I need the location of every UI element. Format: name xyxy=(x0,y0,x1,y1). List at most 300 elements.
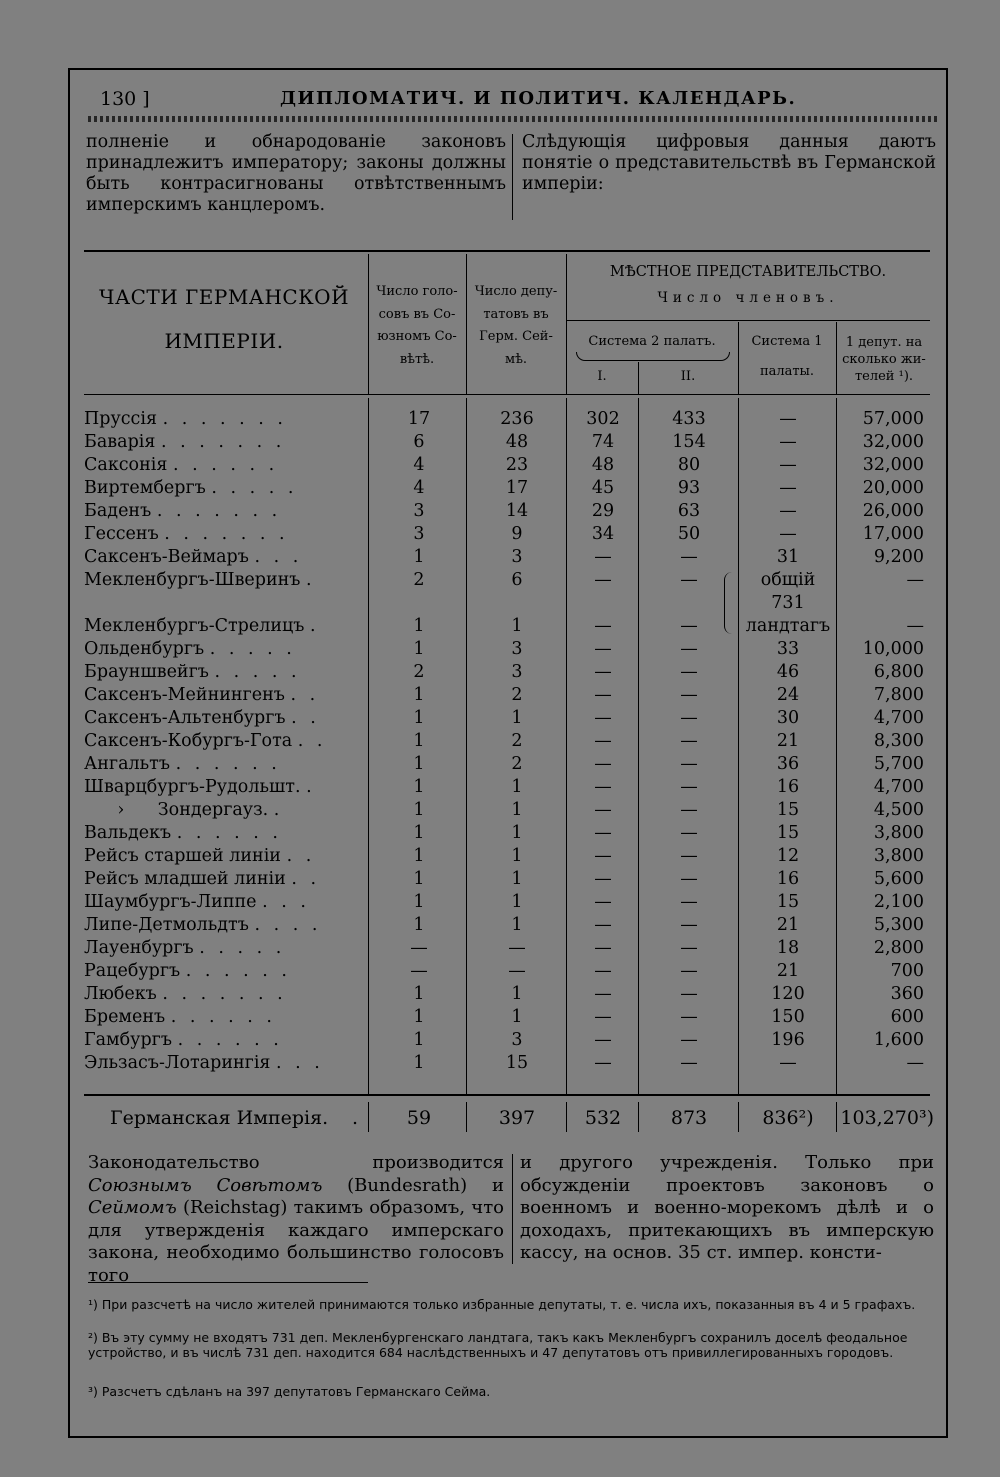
row-leader-dots: . . . xyxy=(262,892,310,912)
cell-ch1: — xyxy=(594,823,612,843)
total-one: 836²) xyxy=(762,1107,814,1129)
table-row xyxy=(0,776,1000,799)
row-name-text: Рацебургъ xyxy=(84,961,181,981)
cell-one: 21 xyxy=(776,961,800,981)
cell-one: — xyxy=(779,455,797,475)
vline xyxy=(836,1102,837,1132)
table-row xyxy=(0,891,1000,914)
row-leader-dots: . xyxy=(273,800,284,820)
cell-one: 15 xyxy=(776,800,800,820)
total-per: 103,270³) xyxy=(840,1107,934,1129)
row-name xyxy=(84,707,364,730)
body-left xyxy=(88,1152,504,1287)
table-row xyxy=(0,753,1000,776)
row-leader-dots: . . . xyxy=(254,547,303,567)
cell-per: — xyxy=(906,616,924,636)
cell-ch1: — xyxy=(594,685,612,705)
cell-votes: 1 xyxy=(413,869,425,889)
cell-ch1: — xyxy=(594,662,612,682)
cell-votes: 2 xyxy=(413,662,425,682)
cell-one: 36 xyxy=(776,754,800,774)
table-row xyxy=(0,408,1000,431)
cell-deputies: 1 xyxy=(511,1007,523,1027)
cell-per: 6,800 xyxy=(873,662,924,682)
header-votes-4: вѣтѣ. xyxy=(399,352,435,367)
body-right: и другого учрежденія. Только при обсужденіи проектовъ законовъ о военномъ и военно-морекомъ дѣлѣ и о доходахъ, притекающихъ въ имперскую кассу, на основ. 35 ст. импер. консти- xyxy=(520,1152,934,1263)
cell-votes: 1 xyxy=(413,639,425,659)
row-name-text: Липе-Детмольдтъ xyxy=(84,915,249,935)
row-name-text: Бременъ xyxy=(84,1007,166,1027)
row-leader-dots: . . . . . . . xyxy=(162,984,287,1004)
row-name xyxy=(84,477,364,500)
row-name-text: Эльзасъ-Лотарингія xyxy=(84,1053,271,1073)
cell-deputies: 3 xyxy=(511,639,523,659)
vline xyxy=(466,1102,467,1132)
cell-ch1: — xyxy=(594,869,612,889)
cell-ch1: — xyxy=(594,754,612,774)
body-left-emphasis: Сеймомъ xyxy=(88,1197,177,1218)
row-name-text: Саксенъ-Веймаръ xyxy=(84,547,249,567)
cell-votes: 1 xyxy=(413,547,425,567)
row-name-text: › Зондергауз. xyxy=(84,800,269,820)
cell-one: 150 xyxy=(771,1007,805,1027)
cell-deputies: 1 xyxy=(511,846,523,866)
body-left-text: (Bundesrath) и xyxy=(322,1174,504,1196)
table-row xyxy=(0,707,1000,730)
table-row xyxy=(0,615,1000,638)
cell-votes: 4 xyxy=(413,455,425,475)
column-divider xyxy=(512,134,513,220)
cell-deputies: 1 xyxy=(511,869,523,889)
cell-per: 1,600 xyxy=(873,1030,924,1050)
cell-ch2: — xyxy=(680,639,698,659)
table-row xyxy=(0,868,1000,891)
table-row xyxy=(0,845,1000,868)
row-name xyxy=(84,983,364,1006)
cell-ch2: 154 xyxy=(672,432,706,452)
cell-per: 2,100 xyxy=(873,892,924,912)
intro-left: полненіе и обнародованіе законовъ принадлежитъ императору; законы должны быть контрасигнованы отвѣтственнымъ имперскимъ канцлеромъ. xyxy=(86,132,506,215)
cell-ch2: — xyxy=(680,915,698,935)
cell-ch1: — xyxy=(594,1007,612,1027)
row-name-text: Ангальтъ xyxy=(84,754,170,774)
total-ch2: 873 xyxy=(670,1107,708,1129)
cell-deputies: 1 xyxy=(511,708,523,728)
cell-ch1: — xyxy=(594,938,612,958)
cell-ch1: 302 xyxy=(586,409,620,429)
header-deputies-1: Число депу- xyxy=(474,284,558,299)
row-name xyxy=(84,753,364,776)
page-title: ДИПЛОМАТИЧ. И ПОЛИТИЧ. КАЛЕНДАРЬ. xyxy=(280,88,797,109)
brace xyxy=(576,352,730,361)
cell-votes: 2 xyxy=(413,570,425,590)
cell-deputies: 3 xyxy=(511,547,523,567)
cell-one: 16 xyxy=(776,777,800,797)
row-leader-dots: . . . . . . xyxy=(175,754,281,774)
cell-one: — xyxy=(779,501,797,521)
row-name-text: Саксенъ-Альтенбургъ xyxy=(84,708,286,728)
total-dots: . xyxy=(352,1107,359,1129)
cell-per: 20,000 xyxy=(862,478,924,498)
row-name-text: Лауенбургъ xyxy=(84,938,194,958)
row-name xyxy=(84,569,364,592)
cell-ch2: — xyxy=(680,1030,698,1050)
total-votes: 59 xyxy=(406,1107,432,1129)
cell-votes: — xyxy=(410,938,428,958)
table-row xyxy=(0,937,1000,960)
cell-one: 21 xyxy=(776,915,800,935)
cell-one: 18 xyxy=(776,938,800,958)
header-per-dep-1: 1 депут. на xyxy=(845,335,923,350)
cell-deputies: 6 xyxy=(511,570,523,590)
cell-per: 26,000 xyxy=(862,501,924,521)
header-members: Число членовъ. xyxy=(657,290,839,306)
total-ch1: 532 xyxy=(584,1107,622,1129)
cell-ch1: — xyxy=(594,708,612,728)
page-number: 130 ] xyxy=(100,88,150,110)
cell-votes: 1 xyxy=(413,984,425,1004)
footnote-rule xyxy=(88,1282,368,1283)
row-name xyxy=(84,1006,364,1029)
row-leader-dots: . . . . . . . xyxy=(164,524,289,544)
cell-deputies: 15 xyxy=(505,1053,529,1073)
table-row xyxy=(0,684,1000,707)
row-leader-dots: . . xyxy=(297,731,327,751)
header-parts-1: ЧАСТИ ГЕРМАНСКОЙ xyxy=(98,285,350,309)
cell-per: 700 xyxy=(890,961,924,981)
cell-deputies: 2 xyxy=(511,731,523,751)
row-name xyxy=(84,408,364,431)
row-leader-dots: . . . xyxy=(276,1053,324,1073)
cell-votes: 3 xyxy=(413,524,425,544)
row-leader-dots: . . . . . . . xyxy=(162,409,287,429)
cell-ch1: — xyxy=(594,984,612,1004)
table-row xyxy=(0,983,1000,1006)
cell-deputies: 48 xyxy=(505,432,529,452)
cell-one: ландтагъ xyxy=(745,616,831,636)
row-leader-dots: . . xyxy=(290,685,320,705)
row-leader-dots: . . xyxy=(286,846,316,866)
cell-ch2: — xyxy=(680,731,698,751)
cell-votes: 6 xyxy=(413,432,425,452)
row-name-text: Ольденбургъ xyxy=(84,639,205,659)
row-name xyxy=(84,1052,364,1075)
cell-ch2: — xyxy=(680,616,698,636)
cell-per: 5,300 xyxy=(873,915,924,935)
header-per-dep-3: телей ¹). xyxy=(854,369,914,384)
cell-per: 5,600 xyxy=(873,869,924,889)
row-name xyxy=(84,868,364,891)
cell-one: 120 xyxy=(771,984,805,1004)
cell-one: 31 xyxy=(776,547,800,567)
cell-one: — xyxy=(779,409,797,429)
row-name-text: Любекъ xyxy=(84,984,157,1004)
body-left-emphasis: Союзнымъ Совѣтомъ xyxy=(88,1174,323,1196)
row-name-text: Мекленбургъ-Шверинъ xyxy=(84,570,301,590)
cell-votes: 17 xyxy=(407,409,431,429)
table-row xyxy=(0,1052,1000,1075)
table-header-rule xyxy=(84,394,930,395)
cell-votes: 1 xyxy=(413,800,425,820)
cell-ch2: — xyxy=(680,800,698,820)
header-votes-1: Число голо- xyxy=(376,284,458,299)
row-name xyxy=(84,431,364,454)
table-row xyxy=(0,477,1000,500)
cell-per: 17,000 xyxy=(862,524,924,544)
cell-ch1: — xyxy=(594,1030,612,1050)
vline xyxy=(368,1102,369,1132)
cell-ch2: — xyxy=(680,961,698,981)
table-row xyxy=(0,638,1000,661)
row-name-text: Гессенъ xyxy=(84,524,159,544)
header-chamber-1: I. xyxy=(597,369,607,384)
cell-deputies: 1 xyxy=(511,892,523,912)
row-leader-dots: . . . . . . xyxy=(172,455,279,475)
cell-one: — xyxy=(779,478,797,498)
footnote-1: ¹) При разсчетѣ на число жителей принимаются только избранные депутаты, т. е. числа ихъ, показанныя въ 4 и 5 графахъ. xyxy=(88,1297,916,1312)
cell-votes: 1 xyxy=(413,731,425,751)
header-two-chambers: Система 2 палатъ. xyxy=(588,334,716,349)
cell-ch2: — xyxy=(680,892,698,912)
cell-one: 12 xyxy=(776,846,800,866)
cell-deputies: — xyxy=(508,961,526,981)
cell-one: 16 xyxy=(776,869,800,889)
cell-ch1: — xyxy=(594,547,612,567)
cell-per: 7,800 xyxy=(873,685,924,705)
row-leader-dots: . . . . . xyxy=(209,639,296,659)
mecklenburg-brace xyxy=(724,572,735,634)
row-leader-dots: . . xyxy=(291,708,320,728)
table-row xyxy=(0,569,1000,592)
cell-deputies: 2 xyxy=(511,685,523,705)
cell-deputies: 236 xyxy=(500,409,534,429)
table-top-rule xyxy=(84,250,930,252)
cell-deputies: 3 xyxy=(511,662,523,682)
cell-one: 46 xyxy=(776,662,800,682)
header-votes-2: совъ въ Со- xyxy=(378,307,456,322)
table-row xyxy=(0,799,1000,822)
cell-one: 24 xyxy=(776,685,800,705)
row-leader-dots: . . . . . . xyxy=(177,1030,283,1050)
cell-per: 5,700 xyxy=(873,754,924,774)
header-deputies-4: мѣ. xyxy=(504,352,528,367)
cell-per: 9,200 xyxy=(873,547,924,567)
row-name xyxy=(84,615,364,638)
row-name xyxy=(84,730,364,753)
table-row xyxy=(0,500,1000,523)
cell-ch2: — xyxy=(680,570,698,590)
row-leader-dots: . . xyxy=(291,869,321,889)
cell-one: общій xyxy=(760,570,816,590)
cell-ch2: — xyxy=(680,777,698,797)
row-name-text: Саксенъ-Кобургъ-Гота xyxy=(84,731,293,751)
cell-ch1: — xyxy=(594,961,612,981)
row-name-text: Рейсъ старшей линіи xyxy=(84,846,281,866)
cell-ch1: — xyxy=(594,777,612,797)
cell-votes: 1 xyxy=(413,754,425,774)
cell-per: 10,000 xyxy=(862,639,924,659)
row-leader-dots: . . . . . . xyxy=(185,961,291,981)
row-leader-dots: . . . . . xyxy=(214,662,301,682)
row-leader-dots: . . . . . . . xyxy=(161,432,286,452)
cell-ch1: 34 xyxy=(591,524,615,544)
cell-one: — xyxy=(779,432,797,452)
row-name-text: Шаумбургъ-Липпе xyxy=(84,892,257,912)
cell-one: 196 xyxy=(771,1030,805,1050)
cell-one: 30 xyxy=(776,708,800,728)
cell-per: 2,800 xyxy=(873,938,924,958)
cell-ch1: — xyxy=(594,570,612,590)
intro-right: Слѣдующія цифровыя данныя даютъ понятіе о представительствѣ въ Германской имперіи: xyxy=(522,132,936,194)
table-row xyxy=(0,661,1000,684)
row-name-text: Гамбургъ xyxy=(84,1030,172,1050)
row-leader-dots: . . . . . xyxy=(199,938,286,958)
row-leader-dots: . . . . . . . xyxy=(156,501,282,521)
cell-deputies: 9 xyxy=(511,524,523,544)
table-row xyxy=(0,523,1000,546)
header-local: МѢСТНОЕ ПРЕДСТАВИТЕЛЬСТВО. xyxy=(609,264,887,280)
cell-deputies: 1 xyxy=(511,777,523,797)
row-name xyxy=(84,776,364,799)
cell-deputies: — xyxy=(508,938,526,958)
cell-votes: 1 xyxy=(413,823,425,843)
row-leader-dots: . . . . . . xyxy=(176,823,282,843)
cell-votes: 1 xyxy=(413,708,425,728)
row-leader-dots: . . . . . . xyxy=(170,1007,276,1027)
total-name: Германская Имперія. xyxy=(110,1107,329,1129)
table-row xyxy=(0,960,1000,983)
cell-per: 32,000 xyxy=(862,455,924,475)
table-row xyxy=(0,592,1000,615)
cell-ch2: 50 xyxy=(677,524,701,544)
row-name-text: Саксонія xyxy=(84,455,168,475)
row-name xyxy=(84,454,364,477)
cell-deputies: 2 xyxy=(511,754,523,774)
cell-ch2: — xyxy=(680,846,698,866)
cell-votes: — xyxy=(410,961,428,981)
table-row xyxy=(0,1006,1000,1029)
cell-deputies: 1 xyxy=(511,800,523,820)
cell-votes: 1 xyxy=(413,1053,425,1073)
row-name-text: Мекленбургъ-Стрелицъ xyxy=(84,616,305,636)
total-deputies: 397 xyxy=(498,1107,536,1129)
cell-per: 4,700 xyxy=(873,777,924,797)
cell-per: 4,500 xyxy=(873,800,924,820)
row-leader-dots: . . . . xyxy=(254,915,322,935)
header-deputies-3: Герм. Сей- xyxy=(479,329,553,344)
table-row xyxy=(0,822,1000,845)
cell-ch1: — xyxy=(594,892,612,912)
cell-per: — xyxy=(906,1053,924,1073)
cell-one: — xyxy=(779,1053,797,1073)
cell-per: 360 xyxy=(890,984,924,1004)
footnote-2: ²) Въ эту сумму не входятъ 731 деп. Мекленбургенскаго ландтага, такъ какъ Мекленбургъ сохранилъ доселѣ феодальное устройство, и въ числѣ 731 деп. находится 684 наслѣдственныхъ и 47 депутатовъ отъ привиллегированныхъ городовъ. xyxy=(88,1330,908,1360)
row-name xyxy=(84,684,364,707)
row-name xyxy=(84,500,364,523)
cell-per: 57,000 xyxy=(862,409,924,429)
cell-votes: 1 xyxy=(413,777,425,797)
cell-deputies: 17 xyxy=(505,478,529,498)
column-divider xyxy=(512,1154,513,1264)
cell-ch2: — xyxy=(680,754,698,774)
cell-ch2: — xyxy=(680,823,698,843)
row-leader-dots: . xyxy=(309,616,320,636)
cell-ch1: — xyxy=(594,1053,612,1073)
cell-ch2: — xyxy=(680,547,698,567)
table-row xyxy=(0,546,1000,569)
cell-ch1: 45 xyxy=(591,478,615,498)
row-name xyxy=(84,799,364,822)
cell-per: 4,700 xyxy=(873,708,924,728)
running-header xyxy=(100,88,940,118)
row-name xyxy=(84,914,364,937)
row-name-text: Саксенъ-Мейнингенъ xyxy=(84,685,285,705)
cell-per: 8,300 xyxy=(873,731,924,751)
header-one-chamber-2: палаты. xyxy=(759,364,815,379)
row-name xyxy=(84,960,364,983)
cell-deputies: 14 xyxy=(505,501,529,521)
total-row xyxy=(0,1102,1000,1134)
cell-ch2: 63 xyxy=(677,501,701,521)
cell-per: 3,800 xyxy=(873,846,924,866)
row-name-text: Вальдекъ xyxy=(84,823,172,843)
table-row xyxy=(0,730,1000,753)
cell-votes: 4 xyxy=(413,478,425,498)
cell-ch1: — xyxy=(594,639,612,659)
cell-ch2: 93 xyxy=(677,478,701,498)
cell-votes: 1 xyxy=(413,685,425,705)
cell-ch2: — xyxy=(680,869,698,889)
header-chamber-2: II. xyxy=(680,369,696,384)
row-name-text: Шварцбургъ-Рудольшт. xyxy=(84,777,301,797)
cell-deputies: 3 xyxy=(511,1030,523,1050)
header-per-dep-2: сколько жи- xyxy=(842,352,926,367)
cell-deputies: 1 xyxy=(511,915,523,935)
vline xyxy=(638,1102,639,1132)
row-name-text: Баварія xyxy=(84,432,156,452)
cell-ch1: 29 xyxy=(591,501,615,521)
row-name-text: Брауншвейгъ xyxy=(84,662,209,682)
row-name xyxy=(84,822,364,845)
cell-ch2: — xyxy=(680,938,698,958)
header-one-chamber-1: Система 1 xyxy=(751,334,823,349)
cell-one: 33 xyxy=(776,639,800,659)
table-row xyxy=(0,454,1000,477)
cell-per: 600 xyxy=(890,1007,924,1027)
cell-deputies: 1 xyxy=(511,823,523,843)
row-name-text: Баденъ xyxy=(84,501,152,521)
footnote-3: ³) Разсчетъ сдѣланъ на 397 депутатовъ Германскаго Сейма. xyxy=(88,1384,491,1399)
cell-ch1: 48 xyxy=(591,455,615,475)
row-name xyxy=(84,845,364,868)
cell-votes: 1 xyxy=(413,1007,425,1027)
table-row xyxy=(0,914,1000,937)
cell-one: 731 xyxy=(771,593,805,613)
cell-ch2: — xyxy=(680,685,698,705)
table-total-rule xyxy=(84,1094,930,1096)
cell-one: 15 xyxy=(776,892,800,912)
cell-votes: 3 xyxy=(413,501,425,521)
cell-ch1: 74 xyxy=(591,432,615,452)
cell-one: 21 xyxy=(776,731,800,751)
table-row xyxy=(0,1029,1000,1052)
cell-one: 15 xyxy=(776,823,800,843)
cell-deputies: 23 xyxy=(505,455,529,475)
row-leader-dots: . xyxy=(306,777,316,797)
cell-ch2: — xyxy=(680,1053,698,1073)
cell-ch2: — xyxy=(680,1007,698,1027)
cell-ch2: 433 xyxy=(672,409,706,429)
